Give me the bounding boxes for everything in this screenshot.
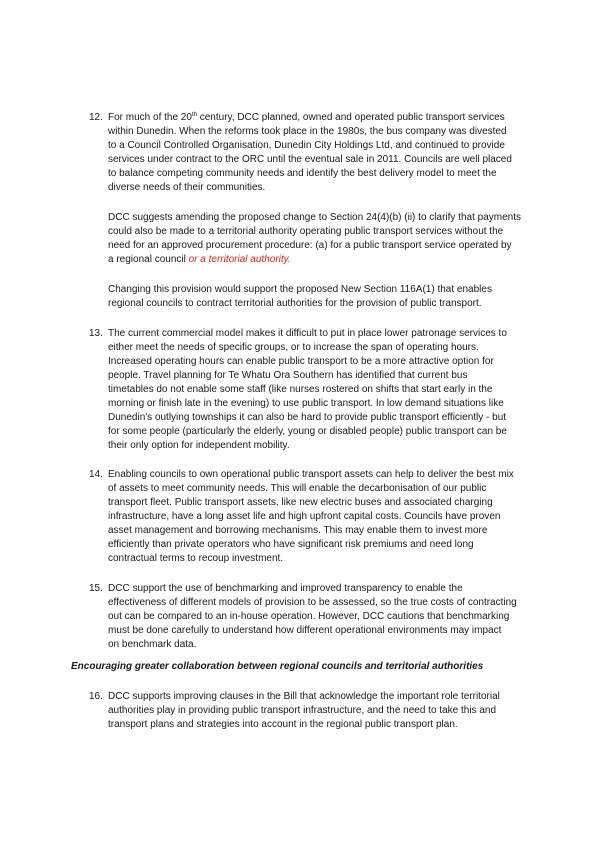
paragraph-14-line: infrastructure, have a long asset life and high upfront capital costs. Councils have proven: [108, 511, 501, 522]
superscript-th: th: [191, 112, 197, 118]
paragraph-14-line: transport fleet. Public transport assets, like new electric buses and associated charging: [108, 497, 493, 508]
paragraph-13-line: either meet the needs of specific groups, or to increase the span of operating hours.: [108, 342, 479, 353]
paragraph-12-line: diverse needs of their communities.: [108, 182, 266, 193]
paragraph-12-sub1-line: DCC suggests amending the proposed change to Section 24(4)(b) (ii) to clarify that payments: [108, 212, 521, 223]
paragraph-12-line-1-rest: century, DCC planned, owned and operated public transport services: [196, 112, 505, 123]
paragraph-13-line: The current commercial model makes it difficult to put in place lower patronage services to: [108, 328, 507, 339]
paragraph-12-line-1-start: For much of the 20: [108, 112, 192, 123]
paragraph-13-line: people. Travel planning for Te Whatu Ora Southern has identified that current bus: [108, 370, 468, 381]
paragraph-13-line: Increased operating hours can enable public transport to be a more attractive option for: [108, 356, 494, 367]
paragraph-15-line: on benchmark data.: [108, 639, 197, 650]
paragraph-12-line: to a Council Controlled Organisation, Dunedin City Holdings Ltd, and continued to provide: [108, 140, 505, 151]
paragraph-12-sub1-last-line: [108, 253, 291, 267]
paragraph-12-sub2-line: Changing this provision would support the proposed New Section 116A(1) that enables: [108, 284, 492, 295]
paragraph-12-line-1: [108, 111, 505, 125]
paragraph-16-line: authorities play in providing public transport infrastructure, and the need to take this and: [108, 705, 497, 716]
paragraph-14-line: efficiently than private operators who have significant risk premiums and need long: [108, 539, 474, 550]
paragraph-15-line: effectiveness of different models of provision to be assessed, so the true costs of contracting: [108, 597, 517, 608]
paragraph-12-sub1-line: could also be made to a territorial authority operating public transport services without the: [108, 226, 504, 237]
paragraph-number-13: 13.: [89, 328, 103, 339]
paragraph-12-sub1-line: need for an approved procurement procedure: (a) for a public transport service operated by: [108, 240, 512, 251]
paragraph-16-line: transport plans and strategies into account in the regional public transport plan.: [108, 719, 458, 730]
paragraph-14-line: of assets to meet community needs. This will enable the decarbonisation of our public: [108, 483, 487, 494]
paragraph-13-line: their only option for independent mobility.: [108, 440, 290, 451]
paragraph-15-line: must be done carefully to understand how different operational environments may impact: [108, 625, 502, 636]
paragraph-number-14: 14.: [89, 469, 103, 480]
paragraph-12-line: within Dunedin. When the reforms took place in the 1980s, the bus company was divested: [108, 126, 507, 137]
paragraph-number-12: 12.: [89, 112, 103, 123]
paragraph-14-line: asset management and borrowing mechanisms. This may enable them to invest more: [108, 525, 488, 536]
paragraph-13-line: Dunedin's outlying townships it can also be hard to provide public transport efficiently - but: [108, 412, 507, 423]
paragraph-15-line: out can be compared to an in-house operation. However, DCC cautions that benchmarking: [108, 611, 510, 622]
paragraph-14-line: Enabling councils to own operational public transport assets can help to deliver the best mix: [108, 469, 514, 480]
paragraph-12-sub1-line-text: a regional council: [108, 254, 189, 265]
paragraph-13-line: for some people (particularly the elderly, young or disabled people) public transport can be: [108, 426, 507, 437]
paragraph-number-15: 15.: [89, 583, 103, 594]
paragraph-14-line: contractual terms to recoup investment.: [108, 553, 284, 564]
inserted-text-highlight: or a territorial authority.: [188, 254, 291, 265]
paragraph-number-16: 16.: [89, 691, 103, 702]
paragraph-16-line: DCC supports improving clauses in the Bill that acknowledge the important role territorial: [108, 691, 500, 702]
paragraph-13-line: timetables do not enable some staff (like nurses rostered on shifts that start early in the: [108, 384, 493, 395]
paragraph-12-line: to balance competing community needs and identify the best delivery model to meet the: [108, 168, 497, 179]
paragraph-12-line: services under contract to the ORC until the eventual sale in 2011. Councils are well placed: [108, 154, 512, 165]
paragraph-12-sub2-line: regional councils to contract territorial authorities for the provision of public transport.: [108, 298, 482, 309]
paragraph-13-line: morning or finish late in the evening) to use public transport. In low demand situations like: [108, 398, 504, 409]
paragraph-15-line: DCC support the use of benchmarking and improved transparency to enable the: [108, 583, 463, 594]
section-heading: Encouraging greater collaboration between regional councils and territorial authorities: [71, 661, 484, 672]
